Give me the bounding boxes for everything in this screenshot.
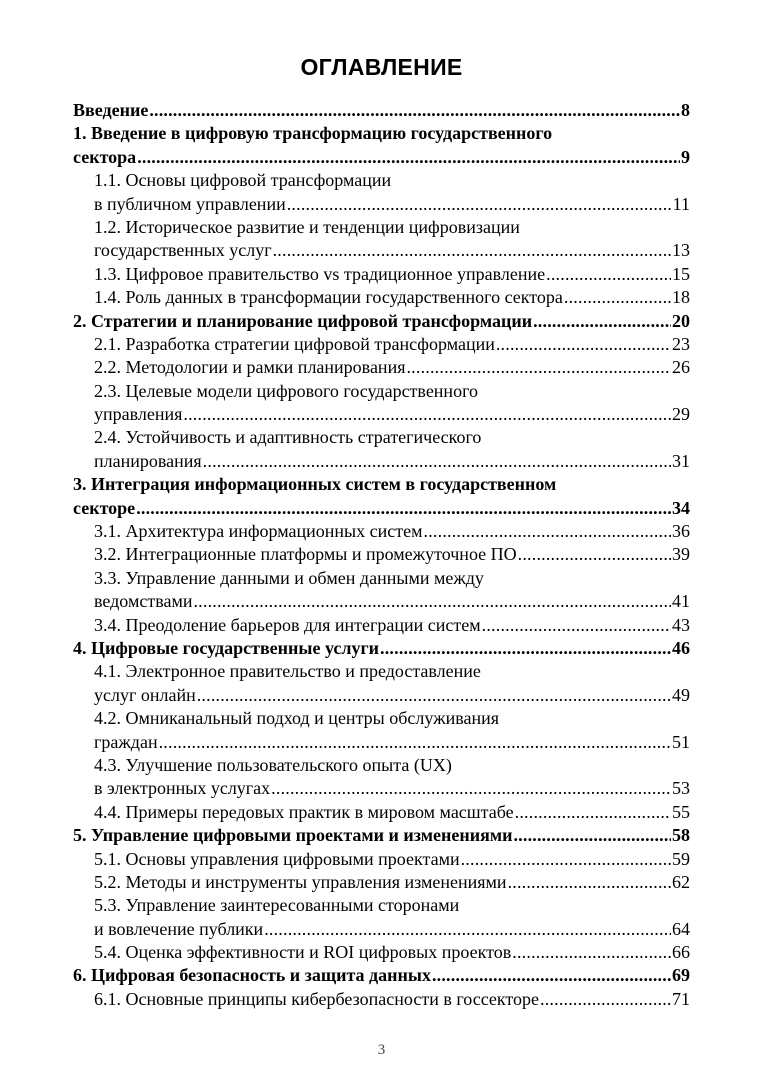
toc-section-line (73, 684, 690, 707)
toc-chapter-line (73, 964, 690, 987)
toc-entry-text: 3.2. Интеграционные платформы и промежуточное ПО (94, 544, 517, 565)
toc-page-number: 15 (672, 263, 690, 284)
dot-leader (432, 964, 671, 987)
toc-page-number: 13 (672, 240, 690, 261)
dot-leader (540, 988, 671, 1011)
toc-page-number: 23 (672, 333, 690, 354)
toc-section-line (73, 380, 690, 403)
toc-entry-text: и вовлечение публики (94, 918, 264, 939)
toc-page-number: 53 (672, 778, 690, 799)
toc-section-line (73, 894, 690, 917)
toc-section-line (73, 403, 690, 426)
toc-chapter-line (73, 122, 690, 145)
toc-entry-text: Введение (73, 100, 149, 120)
toc-chapter-line (73, 824, 690, 847)
toc-page-number: 9 (681, 146, 690, 167)
toc-section-line (73, 333, 690, 356)
toc-entry-text: ведомствами (94, 591, 193, 612)
toc-entry-text: 4.4. Примеры передовых практик в мировом масштабе (94, 801, 514, 822)
toc-entry-text: 4.3. Улучшение пользовательского опыта (UX) (94, 754, 452, 775)
toc-page-number: 51 (672, 731, 690, 752)
toc-page-number: 20 (672, 310, 690, 331)
toc-chapter-line (73, 637, 690, 660)
dot-leader (406, 356, 671, 379)
dot-leader (513, 824, 671, 847)
dot-leader (546, 263, 671, 286)
toc-page-number: 36 (672, 521, 690, 542)
toc-chapter-line (73, 497, 690, 520)
toc-chapter-line (73, 146, 690, 169)
toc-section-line (73, 731, 690, 754)
toc-page-number: 26 (672, 357, 690, 378)
toc-page-number: 46 (672, 637, 690, 658)
toc-entry-text: государственных услуг (94, 240, 272, 261)
toc-page-number: 43 (672, 614, 690, 635)
toc-entry-text: граждан (94, 731, 158, 752)
table-of-contents (73, 99, 690, 1011)
toc-section-line (73, 754, 690, 777)
toc-section-line (73, 871, 690, 894)
toc-section-line (73, 216, 690, 239)
dot-leader (193, 590, 671, 613)
toc-entry-text: 2.2. Методологии и рамки планирования (94, 357, 406, 378)
toc-section-line (73, 590, 690, 613)
toc-entry-text: услуг онлайн (94, 684, 196, 705)
toc-entry-text: 5. Управление цифровыми проектами и изменениями (73, 825, 513, 846)
toc-page-number: 66 (672, 942, 690, 963)
dot-leader (149, 99, 680, 122)
toc-entry-text: 1.3. Цифровое правительство vs традиционное управление (94, 263, 546, 284)
toc-page-number: 58 (672, 825, 690, 846)
dot-leader (515, 801, 671, 824)
dot-leader (287, 193, 672, 216)
toc-section-line (73, 941, 690, 964)
dot-leader (518, 543, 671, 566)
toc-page-number: 71 (672, 988, 690, 1009)
toc-section-line (73, 848, 690, 871)
dot-leader (533, 310, 671, 333)
toc-section-line (73, 426, 690, 449)
dot-leader (197, 684, 671, 707)
toc-entry-text: 1. Введение в цифровую трансформацию государственного (73, 123, 553, 144)
toc-entry-text: 4. Цифровые государственные услуги (73, 637, 380, 658)
toc-entry-text: 2.1. Разработка стратегии цифровой трансформации (94, 333, 495, 354)
toc-page-number: 55 (672, 801, 690, 822)
dot-leader (137, 146, 680, 169)
dot-leader (482, 614, 671, 637)
toc-section-line (73, 286, 690, 309)
toc-entry-text: планирования (94, 450, 202, 471)
toc-entry-text: 3.3. Управление данными и обмен данными между (94, 567, 484, 588)
dot-leader (424, 520, 671, 543)
toc-section-line (73, 567, 690, 590)
dot-leader (564, 286, 671, 309)
toc-entry-text: 3. Интеграция информационных систем в государственном (73, 474, 557, 495)
toc-section-line (73, 356, 690, 379)
toc-entry-text: 5.3. Управление заинтересованными сторонами (94, 895, 460, 916)
toc-entry-text: управления (94, 404, 183, 425)
toc-entry-text: 3.1. Архитектура информационных систем (94, 521, 423, 542)
dot-leader (508, 871, 671, 894)
toc-section-line (73, 543, 690, 566)
dot-leader (271, 777, 671, 800)
dot-leader (273, 239, 671, 262)
toc-section-line (73, 660, 690, 683)
page-title: ОГЛАВЛЕНИЕ (300, 54, 463, 80)
toc-entry-text: 6. Цифровая безопасность и защита данных (73, 965, 431, 986)
toc-entry-text: 2.4. Устойчивость и адаптивность стратегического (94, 427, 482, 448)
toc-section-line (73, 263, 690, 286)
toc-section-line (73, 614, 690, 637)
dot-leader (496, 333, 671, 356)
toc-section-line (73, 801, 690, 824)
toc-section-line (73, 988, 690, 1011)
toc-page-number: 11 (672, 193, 690, 214)
toc-entry-text: 2. Стратегии и планирование цифровой трансформации (73, 310, 533, 331)
toc-section-line (73, 707, 690, 730)
toc-section-line (73, 918, 690, 941)
toc-entry-text: 5.1. Основы управления цифровыми проектами (94, 848, 460, 869)
toc-entry-text: 1.4. Роль данных в трансформации государственного сектора (94, 287, 563, 308)
toc-page-number: 69 (672, 965, 690, 986)
toc-section-line (73, 777, 690, 800)
dot-leader (461, 848, 671, 871)
toc-page-number: 18 (672, 287, 690, 308)
dot-leader (159, 731, 671, 754)
dot-leader (380, 637, 671, 660)
toc-page-number: 64 (672, 918, 690, 939)
toc-entry-text: сектора (73, 146, 137, 167)
toc-page-number: 31 (672, 450, 690, 471)
toc-entry-text: 1.2. Историческое развитие и тенденции цифровизации (94, 216, 520, 237)
toc-entry-text: 3.4. Преодоление барьеров для интеграции систем (94, 614, 481, 635)
toc-entry-text: 4.2. Омниканальный подход и центры обслуживания (94, 708, 499, 729)
toc-section-line (73, 169, 690, 192)
toc-chapter-line (73, 473, 690, 496)
toc-entry-text: 4.1. Электронное правительство и предоставление (94, 661, 481, 682)
dot-leader (264, 918, 671, 941)
toc-page-number: 62 (672, 871, 690, 892)
toc-page-number: 39 (672, 544, 690, 565)
toc-entry-text: в публичном управлении (94, 193, 286, 214)
toc-entry-text: секторе (73, 497, 136, 518)
toc-page-number: 8 (681, 100, 690, 120)
toc-entry-text: в электронных услугах (94, 778, 271, 799)
page-number: 3 (377, 1042, 386, 1058)
toc-entry-text: 1.1. Основы цифровой трансформации (94, 170, 392, 191)
toc-page-number: 49 (672, 684, 690, 705)
toc-entry-text: 5.4. Оценка эффективности и ROI цифровых проектов (94, 942, 512, 963)
toc-page-number: 41 (672, 591, 690, 612)
dot-leader (183, 403, 671, 426)
toc-entry-text: 2.3. Целевые модели цифрового государственного (94, 380, 479, 401)
dot-leader (512, 941, 671, 964)
toc-page-number: 59 (672, 848, 690, 869)
toc-section-line (73, 193, 690, 216)
dot-leader (136, 497, 671, 520)
toc-section-line (73, 450, 690, 473)
toc-chapter-line (73, 310, 690, 333)
dot-leader (203, 450, 671, 473)
toc-entry-text: 5.2. Методы и инструменты управления изменениями (94, 871, 507, 892)
toc-chapter-line (73, 99, 690, 122)
toc-page-number: 34 (672, 497, 690, 518)
toc-section-line (73, 520, 690, 543)
toc-entry-text: 6.1. Основные принципы кибербезопасности в госсекторе (94, 988, 540, 1009)
toc-page-number: 29 (672, 404, 690, 425)
toc-section-line (73, 239, 690, 262)
